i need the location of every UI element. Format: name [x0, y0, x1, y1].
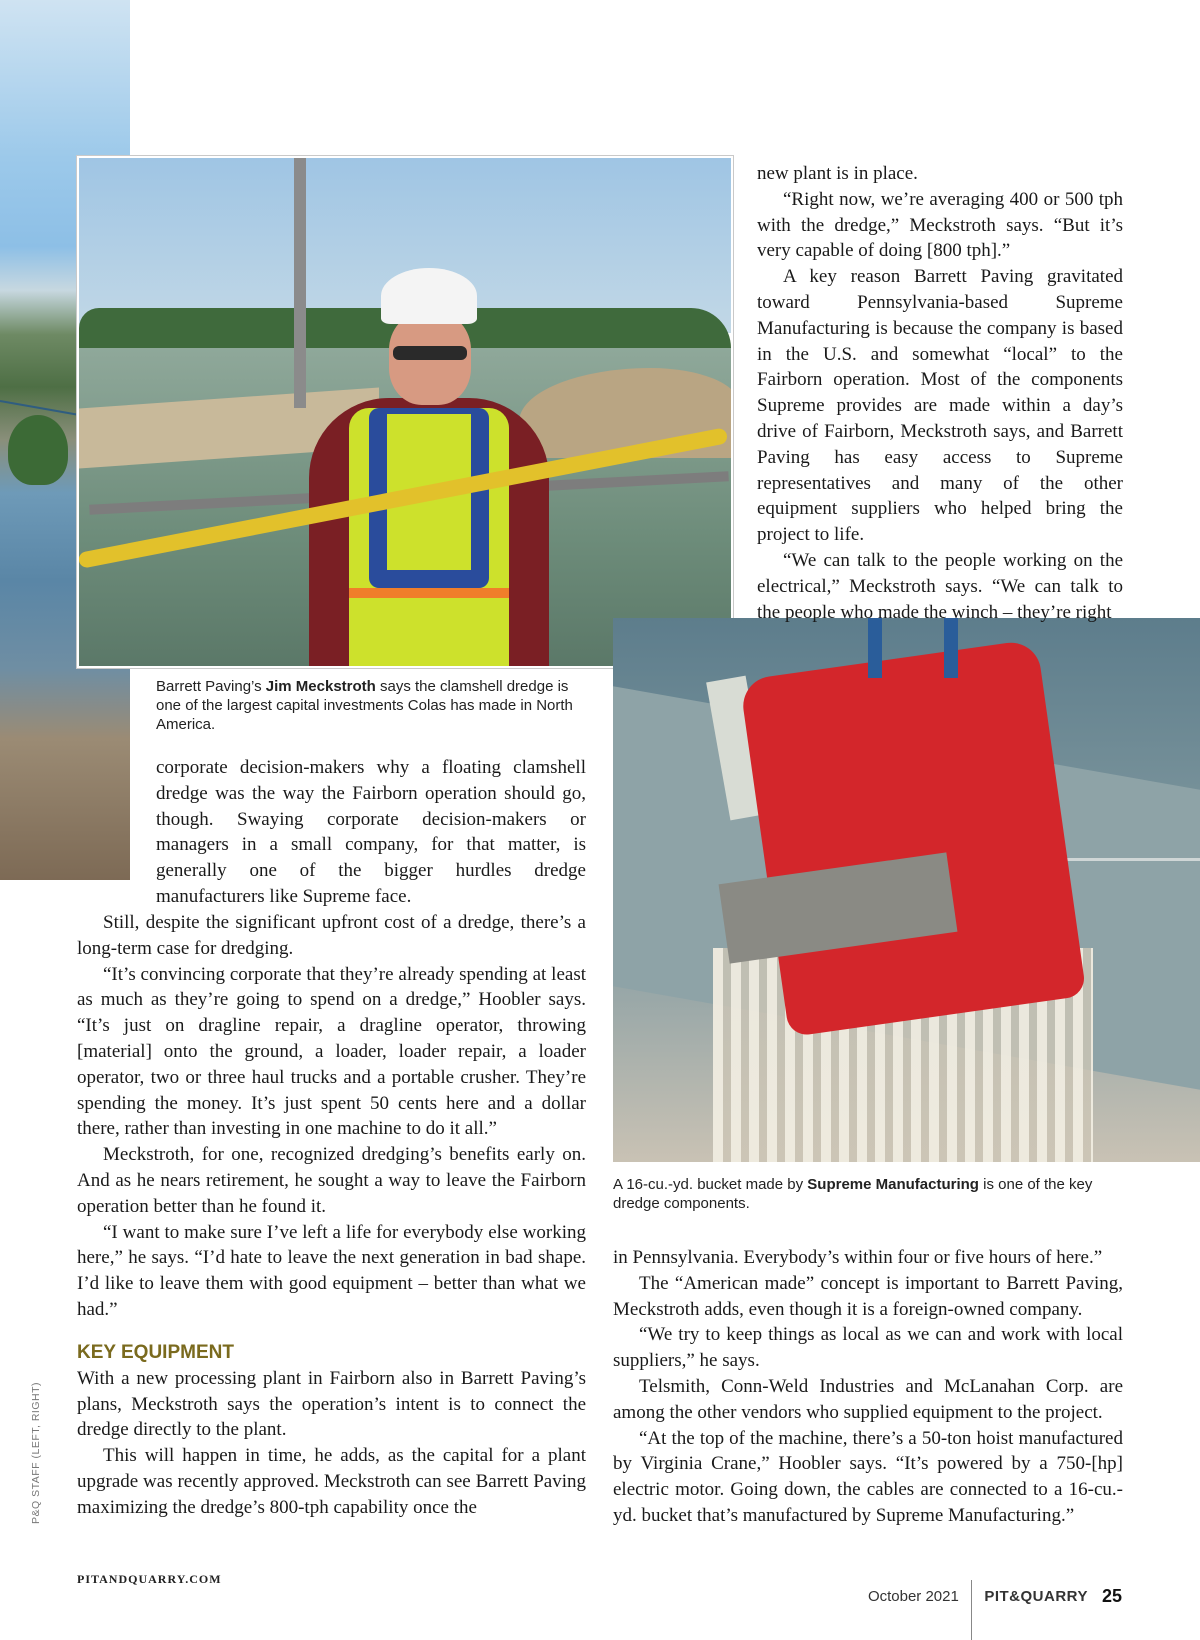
caption-meckstroth: Barrett Paving’s Jim Meckstroth says the clamshell dredge is one of the largest capital investments Colas has made in North America.	[156, 678, 573, 733]
worker-figure	[289, 258, 569, 668]
red-bucket	[739, 639, 1086, 1037]
paragraph: This will happen in time, he adds, as the capital for a plant upgrade was recently approved. Meckstroth can see Barrett Paving maximizing the dredge’s 800-tph capability once the	[77, 1445, 586, 1518]
photo-clamshell-bucket	[613, 618, 1200, 1162]
paragraph: “At the top of the machine, there’s a 50-ton hoist manufactured by Virginia Crane,” Hoobler says. “It’s powered by a 750-[hp] electric motor. Going down, the cables are connected to a 16-cu.-yd. bucket that’s manufactured by Supreme Manufacturing.”	[613, 1427, 1123, 1526]
bucket-hooks	[868, 618, 958, 678]
paragraph: A key reason Barrett Paving gravitated toward Pennsylvania-based Supreme Manufacturing is because the company is based in the U.S. and somewhat “local” to the Fairborn operation. Most of the components Supreme provides are made within a day’s drive of Fairborn, Meckstroth says, and Barrett Paving has easy access to Supreme representatives and many of the other equipment suppliers who helped bring the project to life.	[757, 266, 1123, 546]
photo-meckstroth	[77, 156, 733, 668]
right-column-top	[757, 161, 1123, 625]
paragraph: “We try to keep things as local as we can and work with local suppliers,” he says.	[613, 1324, 1123, 1372]
left-column-top	[156, 755, 586, 910]
right-column-bottom	[613, 1245, 1123, 1529]
tree-shape	[8, 415, 68, 485]
paragraph: “I want to make sure I’ve left a life for everybody else working here,” he says. “I’d hate to leave the next generation in bad shape. I’d like to leave them with good equipment – better than what we had.”	[77, 1221, 586, 1320]
photo-credit: P&Q STAFF (LEFT, RIGHT)	[30, 1382, 42, 1524]
paragraph: “Right now, we’re averaging 400 or 500 tph with the dredge,” Meckstroth says. “But it’s very capable of doing [800 tph].”	[757, 188, 1123, 262]
footer-divider	[971, 1580, 973, 1640]
paragraph: “We can talk to the people working on the electrical,” Meckstroth says. “We can talk to the people who made the winch – they’re right	[757, 549, 1123, 623]
issue-date: October 2021	[867, 1587, 959, 1605]
paragraph: Still, despite the significant upfront cost of a dredge, there’s a long-term case for dredging.	[77, 912, 586, 959]
paragraph: in Pennsylvania. Everybody’s within four or five hours of here.”	[613, 1247, 1103, 1268]
caption-bucket: A 16-cu.-yd. bucket made by Supreme Manufacturing is one of the key dredge components.	[613, 1176, 1093, 1212]
paragraph: “It’s convincing corporate that they’re already spending at least as much as they’re going to spend on a dredge,” Hoobler says. “It’s just on dragline repair, a dragline operator, throwing [material] onto the ground, a loader, loader repair, a loader operator, two or three haul trucks and a portable crusher. They’re spending the money. It’s just spent 50 cents here and a dollar there, rather than investing in one machine to do it all.”	[77, 963, 586, 1140]
paragraph: corporate decision-makers why a floating clamshell dredge was the way the Fairborn operation should go, though. Swaying corporate decision-makers or managers in a small company, for that matter, is generally one of the bigger hurdles dredge manufacturers like Supreme face.	[156, 757, 586, 907]
paragraph: new plant is in place.	[757, 163, 918, 184]
paragraph: Telsmith, Conn-Weld Industries and McLanahan Corp. are among the other vendors who supplied equipment to the project.	[613, 1375, 1123, 1423]
paragraph: The “American made” concept is important to Barrett Paving, Meckstroth adds, even though it is a foreign-owned company.	[613, 1272, 1123, 1320]
paragraph: With a new processing plant in Fairborn also in Barrett Paving’s plans, Meckstroth says the operation’s intent is to connect the dredge directly to the plant.	[77, 1367, 586, 1441]
footer-website: PITANDQUARRY.COM	[77, 1572, 222, 1586]
page-number: 25	[1101, 1585, 1122, 1606]
magazine-name: PIT&QUARRY	[984, 1587, 1088, 1605]
section-heading: KEY EQUIPMENT	[77, 1341, 234, 1363]
paragraph: Meckstroth, for one, recognized dredging’s benefits early on. And as he nears retirement, he sought a way to leave the Fairborn operation better than he found it.	[77, 1144, 586, 1217]
footer-folio	[868, 1566, 1122, 1626]
hard-hat	[381, 268, 477, 324]
left-column-body	[77, 910, 586, 1521]
